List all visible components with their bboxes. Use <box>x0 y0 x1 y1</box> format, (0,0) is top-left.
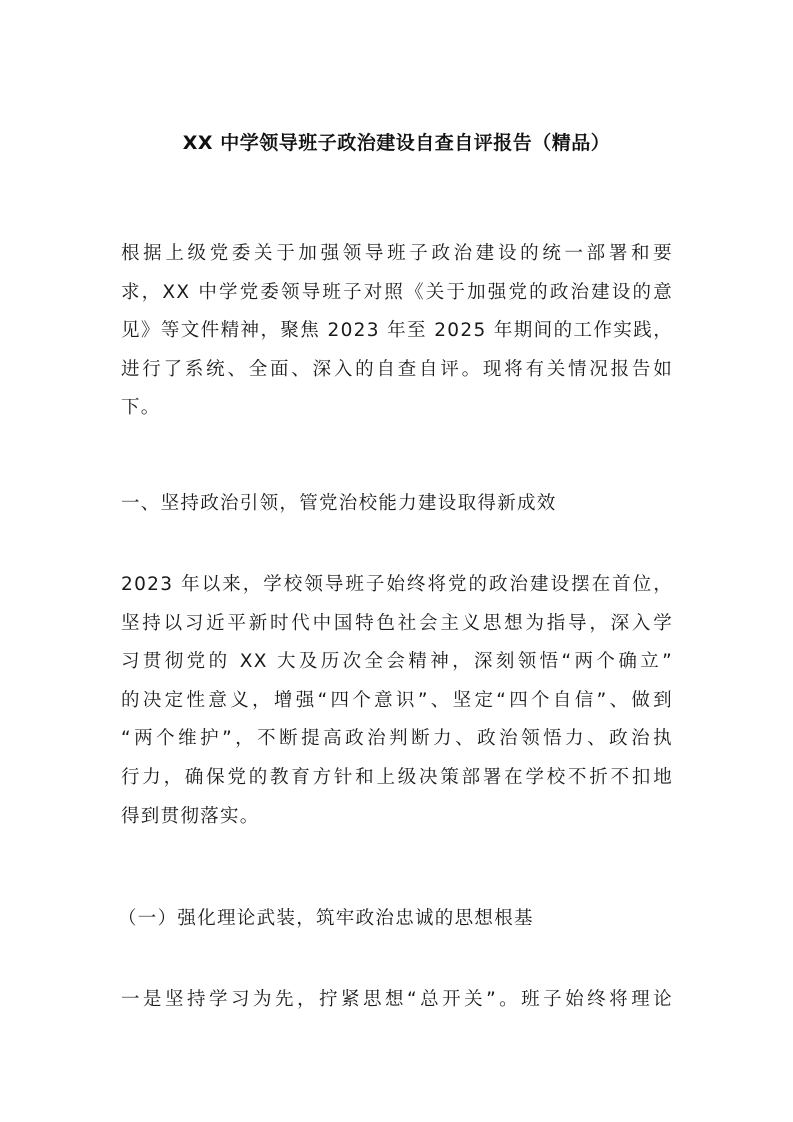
intro-paragraph <box>121 235 673 428</box>
paragraph-line: 一是坚持学习为先，拧紧思想“总开关”。班子始终将理论 <box>121 989 673 1010</box>
paragraph-line: “两个维护”，不断提高政治判断力、政治领悟力、政治执 <box>121 728 673 750</box>
paragraph-line: 行力，确保党的教育方针和上级决策部署在学校不折不扣地 <box>121 766 673 788</box>
subsection-paragraph <box>121 981 673 1020</box>
paragraph-line: 见》等文件精神，聚焦 2023 年至 2025 年期间的工作实践， <box>121 320 673 342</box>
paragraph-line: 求，XX 中学党委领导班子对照《关于加强党的政治建设的意 <box>121 281 673 303</box>
section-heading: 一、坚持政治引领，管党治校能力建设取得新成效 <box>121 493 557 514</box>
paragraph-line: 得到贯彻落实。 <box>121 805 260 827</box>
paragraph-line: 2023 年以来，学校领导班子始终将党的政治建设摆在首位， <box>121 574 673 595</box>
section-paragraph <box>121 566 673 836</box>
subsection-heading: （一）强化理论武装，筑牢政治忠诚的思想根基 <box>118 908 534 929</box>
paragraph-line: 的决定性意义，增强“四个意识”、坚定“四个自信”、做到 <box>121 689 673 711</box>
paragraph-line: 根据上级党委关于加强领导班子政治建设的统一部署和要 <box>121 243 673 264</box>
document-title: XX 中学领导班子政治建设自查自评报告（精品） <box>182 132 611 154</box>
paragraph-line: 习贯彻党的 XX 大及历次全会精神，深刻领悟“两个确立” <box>121 651 673 673</box>
paragraph-line: 坚持以习近平新时代中国特色社会主义思想为指导，深入学 <box>121 612 673 634</box>
paragraph-line: 下。 <box>121 397 161 419</box>
paragraph-line: 进行了系统、全面、深入的自查自评。现将有关情况报告如 <box>121 358 673 380</box>
